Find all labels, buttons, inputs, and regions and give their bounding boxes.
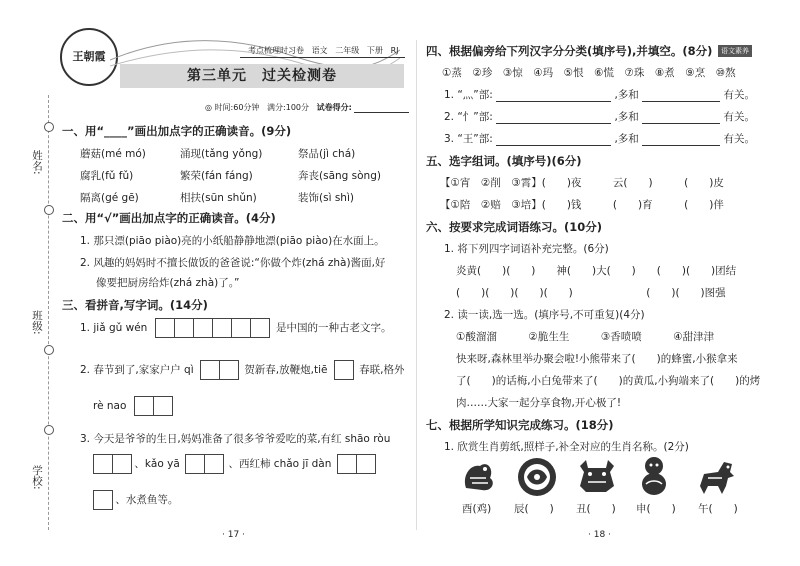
header-info — [248, 45, 398, 56]
q3-item-2-b: 贺新春,放鞭炮,tiē — [244, 364, 328, 376]
zodiac-label-monkey[interactable]: 申( ) — [636, 503, 676, 515]
q1-item[interactable]: 腐乳(fǔ fǔ) — [80, 170, 134, 182]
class-label: 班级: — [31, 310, 43, 335]
zodiac-label-horse[interactable]: 午( ) — [698, 503, 738, 515]
exam-meta: ◎ 时间:60分钟 满分:100分 试卷得分: — [205, 101, 409, 113]
q3-item-2-pinyin: rè nao — [93, 400, 127, 412]
answer-line[interactable] — [642, 134, 720, 146]
score-label: 试卷得分: — [316, 103, 352, 112]
q1-item[interactable]: 祭品(jì chá) — [298, 148, 356, 160]
literacy-badge: 语文素养 — [718, 45, 752, 57]
q1-item[interactable]: 隔离(gé gē) — [80, 192, 139, 204]
logo-text: 王朝霞 — [72, 50, 106, 63]
full-score: 满分:100分 — [267, 103, 310, 112]
q4-chars: ①蒸 ②珍 ③惊 ④玛 ⑤恨 ⑥慌 ⑦珠 ⑧煮 ⑨烹 ⑩熬 — [442, 67, 736, 79]
answer-grid[interactable] — [134, 396, 172, 416]
q4-title: 四、根据偏旁给下列汉字分分类(填序号),并填空。(8分) — [426, 44, 713, 58]
answer-grid[interactable] — [185, 454, 223, 474]
header-grade: 二年级 — [335, 46, 360, 55]
header-subject: 语文 — [311, 46, 328, 55]
answer-grid[interactable] — [93, 490, 112, 510]
zodiac-label-rooster: 酉(鸡) — [462, 503, 492, 515]
q7-sub-1: 1. 欣赏生肖剪纸,照样子,补全对应的生肖名称。(2分) — [444, 441, 689, 453]
answer-grid[interactable] — [337, 454, 375, 474]
q1-item[interactable]: 繁荣(fán fáng) — [180, 170, 253, 182]
header-term: 下册 — [366, 46, 383, 55]
q6-options: ①酸溜溜 ②脆生生 ③香喷喷 ④甜津津 — [456, 331, 715, 343]
rooster-papercut-icon — [458, 456, 500, 496]
horse-papercut-icon — [694, 456, 740, 496]
page-number-right: · 18 · — [588, 530, 611, 540]
q4-row-mid: ,多和 — [614, 89, 639, 101]
header-edition: RJ — [390, 46, 399, 55]
q4-row-mid: ,多和 — [614, 111, 639, 123]
q6-sub-1-row-2[interactable]: ( )( )( )( ) ( )( )图强 — [456, 287, 726, 299]
hole-1 — [44, 122, 54, 132]
answer-line[interactable] — [496, 112, 611, 124]
q6-passage-2[interactable]: 了( )的话梅,小白兔带来了( )的黄瓜,小狗端来了( )的烤 — [456, 375, 761, 387]
q5-row-1[interactable]: 【①宵 ②削 ③霄】( )夜 云( ) ( )皮 — [440, 177, 724, 189]
q3-item-2-c: 春联,格外 — [359, 364, 405, 376]
q4-row-1 — [444, 87, 755, 102]
binding-line — [48, 95, 49, 530]
q4-row-end: 有关。 — [723, 133, 755, 145]
hole-3 — [44, 345, 54, 355]
page-title: 第三单元 过关检测卷 — [120, 64, 404, 88]
monkey-papercut-icon — [634, 454, 674, 498]
q3-title: 三、看拼音,写字词。(14分) — [62, 298, 208, 312]
q3-item-1 — [80, 318, 392, 338]
answer-line[interactable] — [496, 90, 611, 102]
ox-papercut-icon — [574, 456, 620, 496]
q3-item-3: 3. 今天是爷爷的生日,妈妈准备了很多爷爷爱吃的菜,有红 shāo ròu — [80, 433, 391, 445]
q6-title: 六、按要求完成词语练习。(10分) — [426, 220, 603, 234]
q6-passage-3: 肉……大家一起分享食物,开心极了! — [456, 397, 622, 409]
q3-item-3-cont — [93, 454, 375, 474]
time-limit: 时间:60分钟 — [214, 103, 260, 112]
name-label: 姓名: — [31, 150, 43, 175]
hole-4 — [44, 425, 54, 435]
dragon-papercut-icon — [515, 456, 559, 498]
q1-item[interactable]: 装饰(sì shì) — [298, 192, 354, 204]
answer-grid[interactable] — [200, 360, 238, 380]
answer-line[interactable] — [642, 112, 720, 124]
q4-row-label: 2. “忄”部: — [444, 111, 493, 123]
zodiac-label-dragon[interactable]: 辰( ) — [514, 503, 554, 515]
q1-item[interactable]: 蘑菇(mé mó) — [80, 148, 146, 160]
header-rule — [240, 57, 405, 58]
q1-item[interactable]: 涌现(tǎng yǒng) — [180, 148, 263, 160]
hole-2 — [44, 205, 54, 215]
q3-item-1-text: 是中国的一种古老文字。 — [276, 322, 392, 334]
q3-item-2-a: 2. 春节到了,家家户户 qì — [80, 364, 194, 376]
q6-passage-1[interactable]: 快来呀,森林里举办聚会啦!小熊带来了( )的蜂蜜,小猴拿来 — [456, 353, 738, 365]
page-number-left: · 17 · — [222, 530, 245, 540]
q2-title: 二、用“√”画出加点字的正确读音。(4分) — [62, 211, 276, 225]
header-series: 考点梳理时习卷 — [248, 46, 304, 55]
page-divider — [416, 40, 417, 530]
q5-title: 五、选字组词。(填序号)(6分) — [426, 154, 582, 168]
q4-row-end: 有关。 — [723, 111, 755, 123]
q2-line-2a[interactable]: 2. 风趣的妈妈时不擅长做饭的爸爸说:“你做个炸(zhá zhà)酱面,好 — [80, 257, 386, 269]
q3-item-3-end — [93, 490, 178, 510]
q6-sub-1-row-1[interactable]: 炎黄( )( ) 神( )大( ) ( )( )团结 — [456, 265, 737, 277]
q4-row-end: 有关。 — [723, 89, 755, 101]
q3-item-1-pinyin: 1. jiǎ gǔ wén — [80, 322, 148, 334]
q6-sub-2: 2. 读一读,选一选。(填序号,不可重复)(4分) — [444, 309, 645, 321]
q4-row-mid: ,多和 — [614, 133, 639, 145]
q3-item-2-cont — [93, 396, 172, 416]
q1-title: 一、用“____”画出加点字的正确读音。(9分) — [62, 124, 292, 138]
q4-row-label: 1. “灬”部: — [444, 89, 493, 101]
q2-line-1[interactable]: 1. 那只漂(piāo piào)亮的小纸船静静地漂(piāo piào)在水面上。 — [80, 235, 385, 247]
score-field[interactable] — [354, 101, 409, 113]
q3-item-2 — [80, 360, 405, 380]
q5-row-2[interactable]: 【①陪 ②赔 ③培】( )钱 ( )育 ( )伴 — [440, 199, 724, 211]
answer-grid[interactable] — [93, 454, 131, 474]
answer-grid[interactable] — [334, 360, 353, 380]
zodiac-label-ox[interactable]: 丑( ) — [576, 503, 616, 515]
q4-row-2 — [444, 109, 755, 124]
q1-item[interactable]: 奔丧(sāng sòng) — [298, 170, 381, 182]
q3-item-3-c: 、西红柿 chǎo jī dàn — [228, 458, 332, 470]
q2-line-2b[interactable]: 像要把厨房给炸(zhá zhà)了。” — [96, 277, 240, 289]
q7-title: 七、根据所学知识完成练习。(18分) — [426, 418, 614, 432]
q4-row-3 — [444, 131, 755, 146]
q3-item-3-d: 、水煮鱼等。 — [115, 494, 179, 506]
q4-row-label: 3. “王”部: — [444, 133, 493, 145]
answer-line[interactable] — [642, 90, 720, 102]
school-label: 学校: — [31, 465, 43, 490]
q6-sub-1: 1. 将下列四字词语补充完整。(6分) — [444, 243, 609, 255]
q1-item[interactable]: 相扶(sūn shǔn) — [180, 192, 257, 204]
q3-item-3-b: 、kǎo yā — [134, 458, 180, 470]
answer-grid[interactable] — [155, 318, 269, 338]
answer-line[interactable] — [496, 134, 611, 146]
